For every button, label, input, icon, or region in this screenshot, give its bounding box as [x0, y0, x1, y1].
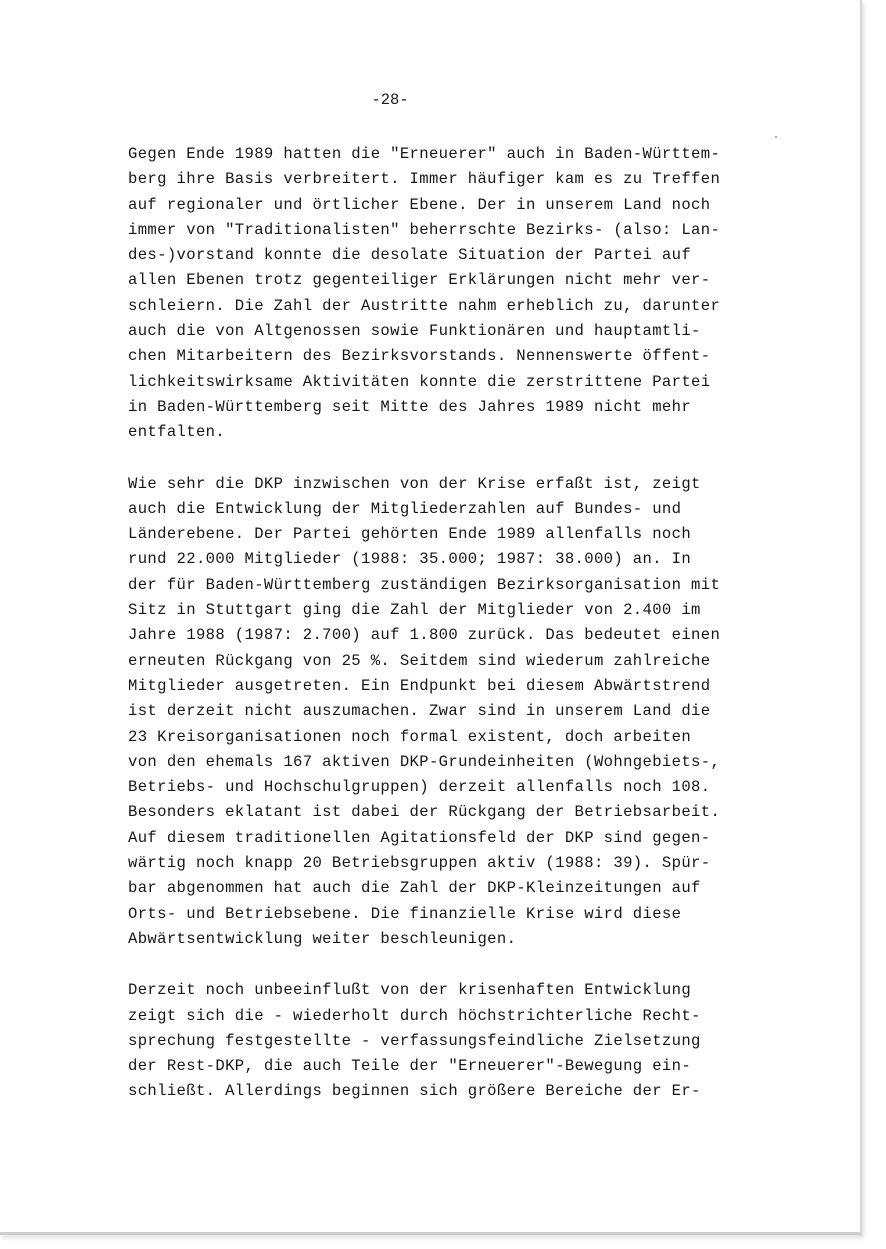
text-line: Abwärtsentwicklung weiter beschleunigen. [128, 929, 517, 948]
text-line: Auf diesem traditionellen Agitationsfeld der DKP sind gegen- [128, 828, 711, 847]
text-line: berg ihre Basis verbreitert. Immer häufiger kam es zu Treffen [128, 170, 721, 189]
text-line: Derzeit noch unbeeinflußt von der krisenhaften Entwicklung [128, 981, 692, 1000]
text-line: Sitz in Stuttgart ging die Zahl der Mitglieder von 2.400 im [128, 601, 701, 620]
text-line: Jahre 1988 (1987: 2.700) auf 1.800 zurück. Das bedeutet einen [128, 626, 721, 645]
text-line: schleiern. Die Zahl der Austritte nahm erheblich zu, darunter [128, 296, 721, 315]
text-line: Mitglieder ausgetreten. Ein Endpunkt bei diesem Abwärtstrend [128, 676, 711, 695]
text-line: von den ehemals 167 aktiven DKP-Grundeinheiten (Wohngebiets-, [128, 752, 721, 771]
paragraph-2 [128, 472, 808, 953]
text-line: sprechung festgestellte - verfassungsfeindliche Zielsetzung [128, 1031, 701, 1050]
text-line: Gegen Ende 1989 hatten die "Erneuerer" auch in Baden-Württem- [128, 145, 721, 163]
text-line: bar abgenommen hat auch die Zahl der DKP-Kleinzeitungen auf [128, 879, 701, 898]
text-line: der für Baden-Württemberg zuständigen Bezirksorganisation mit [128, 575, 721, 594]
text-line: auch die von Altgenossen sowie Funktionären und hauptamtli- [128, 322, 701, 341]
text-line: des-)vorstand konnte die desolate Situation der Partei auf [128, 246, 692, 265]
text-line: lichkeitswirksame Aktivitäten konnte die zerstrittene Partei [128, 372, 711, 391]
scan-speck [775, 136, 777, 138]
text-line: wärtig noch knapp 20 Betriebsgruppen aktiv (1988: 39). Spür- [128, 854, 711, 873]
text-line: erneuten Rückgang von 25 %. Seitdem sind wiederum zahlreiche [128, 651, 711, 670]
text-line: ist derzeit nicht auszumachen. Zwar sind in unserem Land die [128, 702, 711, 721]
text-line: auf regionaler und örtlicher Ebene. Der in unserem Land noch [128, 195, 711, 214]
text-line: Besonders eklatant ist dabei der Rückgang der Betriebsarbeit. [128, 803, 721, 822]
text-line: entfalten. [128, 423, 226, 442]
text-line: allen Ebenen trotz gegenteiliger Erklärungen nicht mehr ver- [128, 271, 711, 290]
text-line: Betriebs- und Hochschulgruppen) derzeit allenfalls noch 108. [128, 778, 711, 797]
body-text [128, 142, 808, 1131]
text-line: rund 22.000 Mitglieder (1988: 35.000; 1987: 38.000) an. In [128, 550, 692, 569]
paragraph-1 [128, 142, 808, 446]
text-line: 23 Kreisorganisationen noch formal existent, doch arbeiten [128, 727, 692, 746]
text-line: der Rest-DKP, die auch Teile der "Erneuerer"-Bewegung ein- [128, 1057, 692, 1076]
text-line: zeigt sich die - wiederholt durch höchstrichterliche Recht- [128, 1006, 701, 1025]
text-line: chen Mitarbeitern des Bezirksvorstands. Nennenswerte öffent- [128, 347, 711, 366]
text-line: schließt. Allerdings beginnen sich größere Bereiche der Er- [128, 1082, 701, 1101]
paragraph-3 [128, 978, 808, 1104]
text-line: Länderebene. Der Partei gehörten Ende 1989 allenfalls noch [128, 525, 692, 544]
text-line: immer von "Traditionalisten" beherrschte Bezirks- (also: Lan- [128, 220, 721, 239]
text-line: in Baden-Württemberg seit Mitte des Jahres 1989 nicht mehr [128, 397, 692, 416]
page-number: -28- [371, 91, 409, 109]
text-line: auch die Entwicklung der Mitgliederzahlen auf Bundes- und [128, 499, 682, 518]
text-line: Wie sehr die DKP inzwischen von der Krise erfaßt ist, zeigt [128, 474, 701, 493]
text-line: Orts- und Betriebsebene. Die finanzielle Krise wird diese [128, 904, 682, 923]
